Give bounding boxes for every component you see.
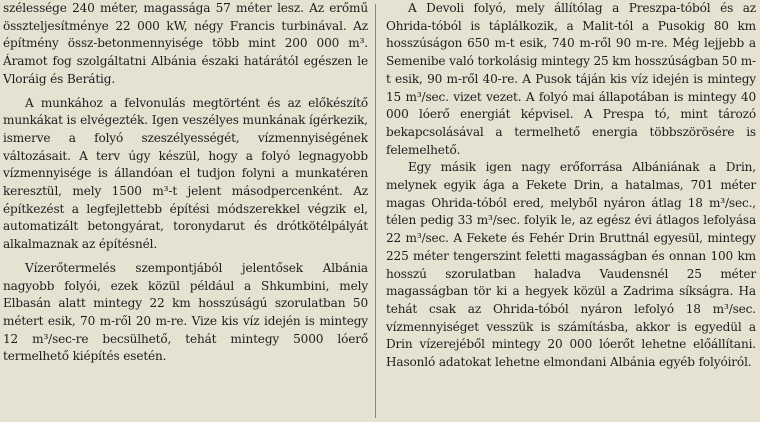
right-column xyxy=(386,0,756,372)
paragraph-shkumbini-river: Vízerőtermelés szempontjából jelentősek Albánia nagyobb folyói, ezek közül például a Shkumbini, mely Elbasán alatt mintegy 22 km hosszúságú szorulatban 50 métert esik, 70 m-ről 20 m-re. Vize kis víz idején is mintegy 12 m³/sec-re becsülhető, tehát mintegy 5000 lóerő termelhető kiépítés esetén. xyxy=(3,260,368,364)
left-column xyxy=(3,0,368,366)
paragraph-construction-work: A munkához a felvonulás megtörtént és az előkészítő munkákat is elvégezték. Igen veszélyes munkának ígérkezik, ismerve a folyó szeszélyességét, vízmennyiségének változásait. A terv úgy készül, hogy a folyó legnagyobb vízmennyisége is állandóan el tudjon folyni a munkatéren keresztül, mely 1500 m³-t jelent másodpercenként. Az építkezést a legfejlettebb építési módszerekkel végzik el, automatizált betongyárat, toronydarut és drótkötélpályát alkalmaznak az építésnél. xyxy=(3,95,368,252)
paragraph-drin-river: Egy másik igen nagy erőforrása Albániának a Drin, melynek egyik ága a Fekete Drin, a hatalmas, 701 méter magas Ohrida-tóból ered, melyből nyáron átlag 18 m³/sec., télen pedig 33 m³/sec. folyik le, az egész évi átlagos lefolyása 22 m³/sec. A Fekete és Fehér Drin Bruttnál egyesül, mintegy 225 méter tengerszint feletti magasságban és onnan 100 km hosszú szorulatban haladva Vaudensnél 25 méter magasságban tör ki a hegyek közül a Zadrima síkságra. Ha tehát csak az Ohrida-tóból nyáron lefolyó 18 m³/sec. vízmennyiséget vesszük is számításba, akkor is egyedül a Drin vízerejéből mintegy 20 000 lóerőt lehetne előállítani. Hasonló adatokat lehetne elmondani Albánia egyéb folyóiról. xyxy=(386,160,756,370)
paragraph-devoli-river: A Devoli folyó, mely állítólag a Preszpa-tóból és az Ohrida-tóból is táplálkozik, a Malit-tól a Pusokig 80 km hosszúságon 650 m-t esik, 740 m-ről 90 m-re. Még lejjebb a Semenibe való torkolásig mintegy 25 km hosszúságban 50 m-t esik, 90 m-ről 40-re. A Pusok táján kis víz idején is mintegy 15 m³/sec. vizet vezet. A folyó mai állapotában is mintegy 40 000 lóerő energiát képvisel. A Prespa tó, mint tározó bekapcsolásával a termelhető energia többszörösére is felemelhető. xyxy=(386,1,756,157)
paragraph-dam-specs: szélessége 240 méter, magassága 57 méter lesz. Az erőmű összteljesítménye 22 000 kW, négy Francis turbinával. Az építmény össz-betonmennyisége több mint 200 000 m³. Áramot fog szolgáltatni Albánia északi határától egészen le Vloráig és Berátig. xyxy=(3,1,368,86)
column-divider xyxy=(375,4,376,418)
